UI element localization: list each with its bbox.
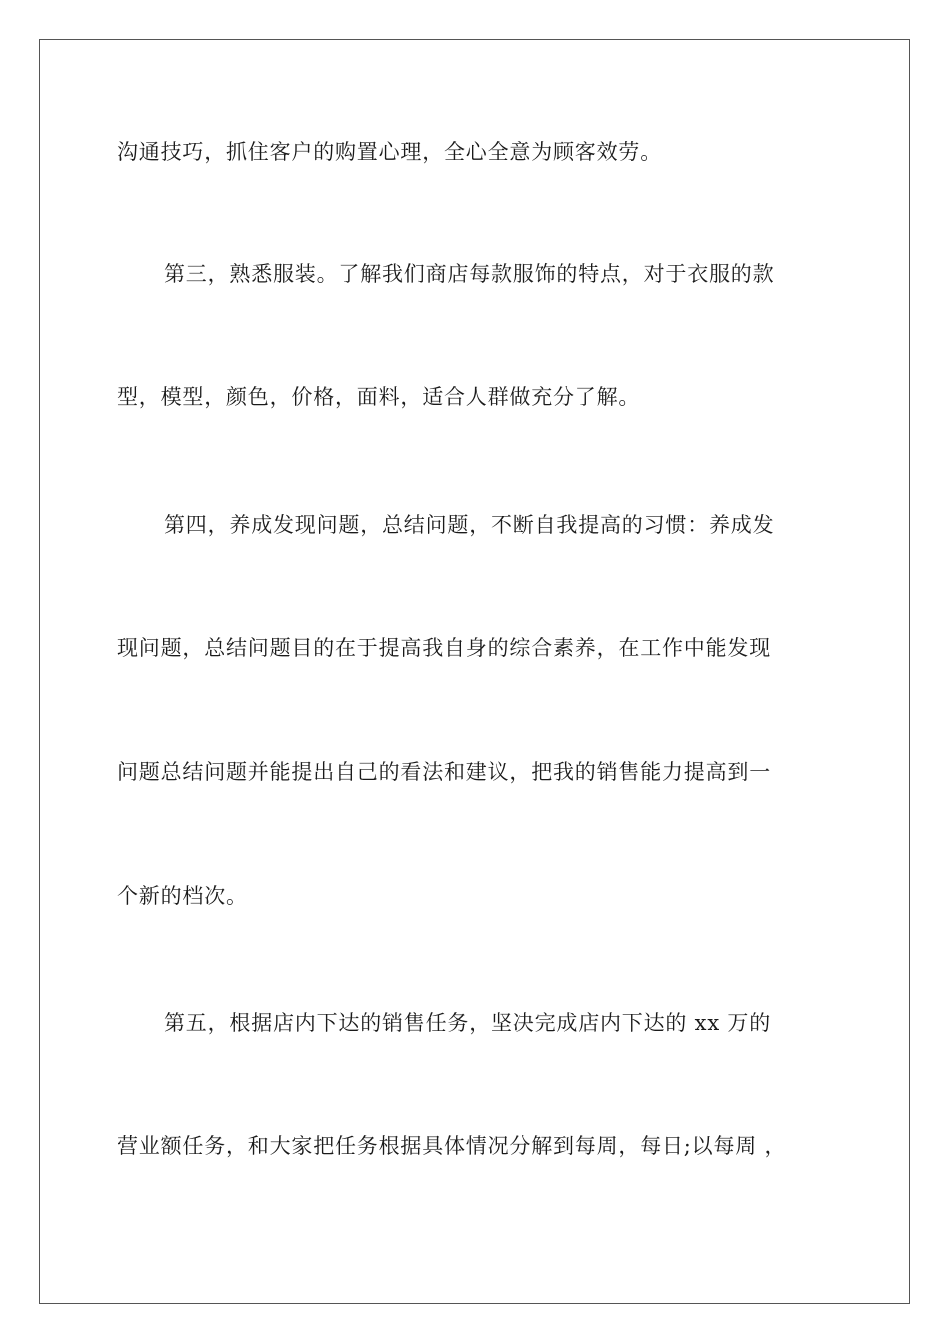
page-border bbox=[39, 39, 910, 1304]
text-line: 问题总结问题并能提出自己的看法和建议，把我的销售能力提高到一 bbox=[117, 760, 771, 784]
text-line: 第三，熟悉服装。了解我们商店每款服饰的特点，对于衣服的款 bbox=[164, 262, 775, 286]
text-line: 个新的档次。 bbox=[117, 884, 248, 908]
text-line: 现问题，总结问题目的在于提高我自身的综合素养，在工作中能发现 bbox=[117, 636, 771, 660]
text-line: 第五，根据店内下达的销售任务，坚决完成店内下达的 xx 万的 bbox=[164, 1011, 772, 1035]
text-line: 营业额任务，和大家把任务根据具体情况分解到每周，每日;以每周 ， bbox=[117, 1134, 787, 1158]
text-line: 沟通技巧，抓住客户的购置心理，全心全意为顾客效劳。 bbox=[117, 140, 662, 164]
text-line: 第四，养成发现问题，总结问题，不断自我提高的习惯：养成发 bbox=[164, 513, 775, 537]
text-line: 型，模型，颜色，价格，面料，适合人群做充分了解。 bbox=[117, 385, 641, 409]
